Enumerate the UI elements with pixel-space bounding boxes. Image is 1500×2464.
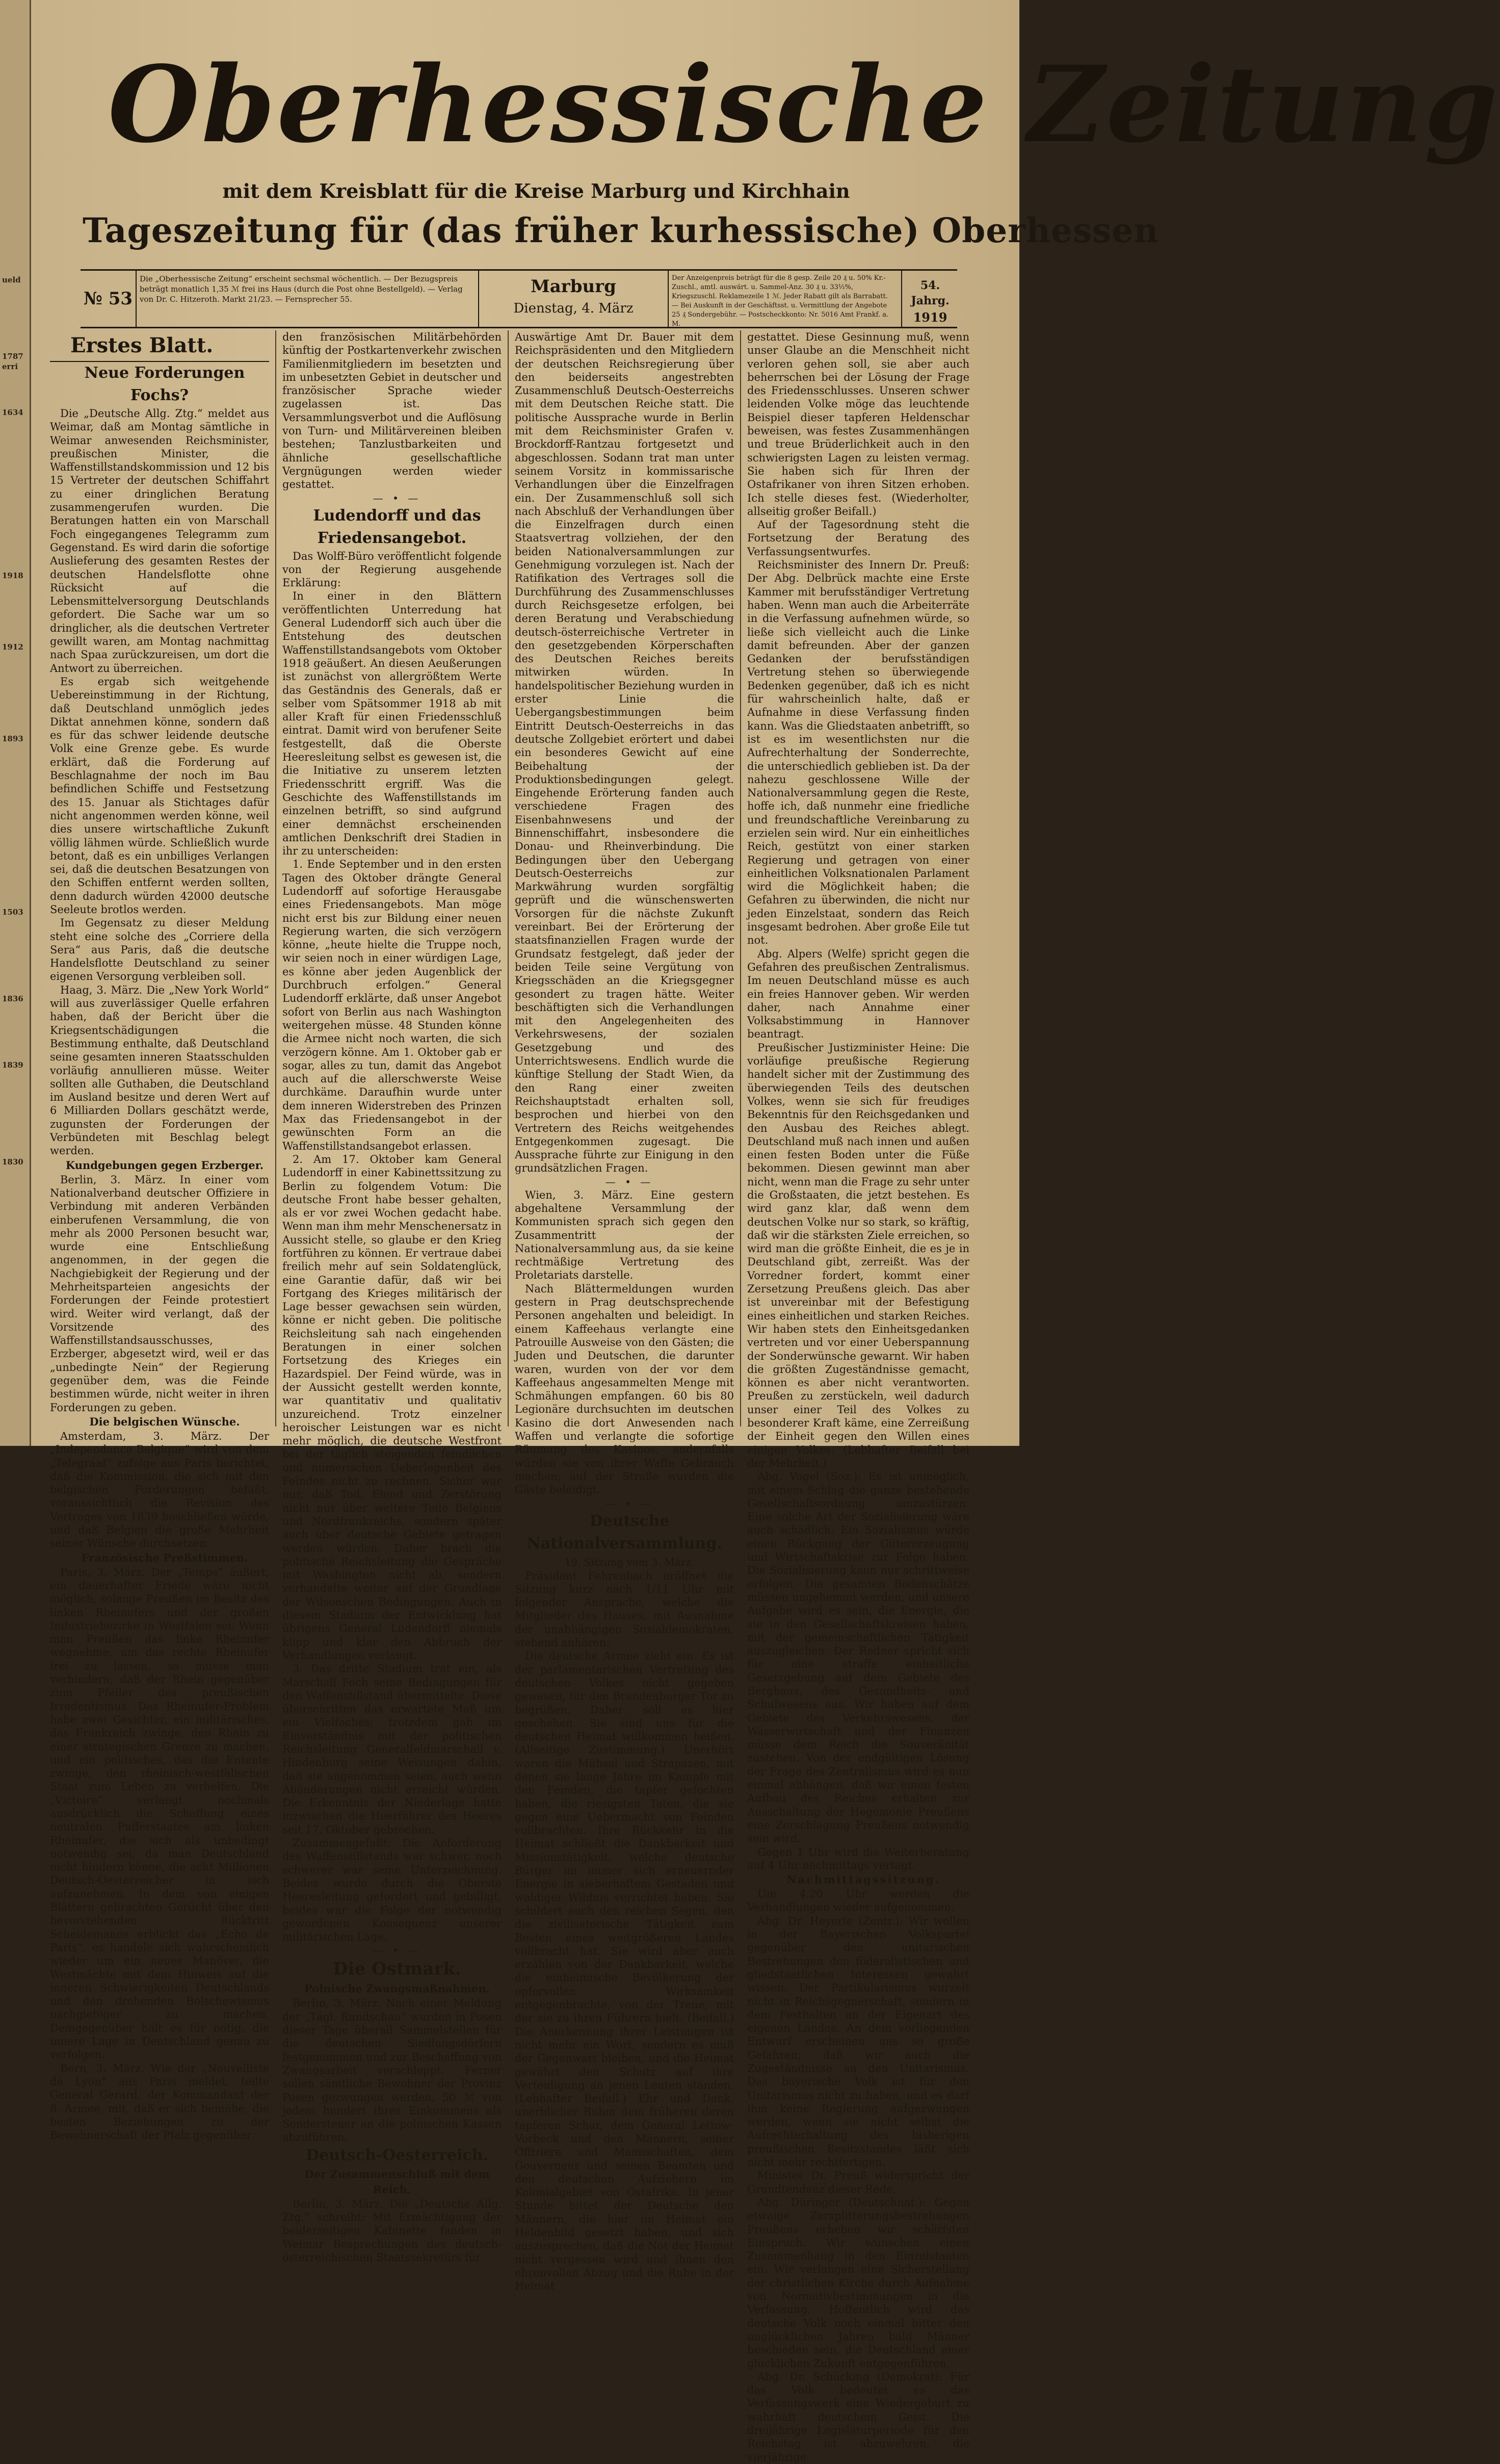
article-separator: — • —	[605, 1175, 654, 1188]
issue-number: № 53	[81, 271, 137, 327]
article-paragraph: den französischen Militärbehörden künftig der Postkartenverkehr zwischen Familienmitgliedern im besetzten und im unbesetzten Gebiet in deutscher und französischer Sprache wieder zugelassen ist. Das Versammlungsverbot und die Auflösung von Turn- und Militärvereinen bleiben bestehen; Tanzlustbarkeiten und ähnliche gesellschaftliche Vergnügungen werden wieder gestattet.	[282, 331, 502, 491]
article-subheadline: Nachmittagssitzung.	[786, 1873, 940, 1886]
issue-date: Dienstag, 4. März	[513, 301, 634, 316]
article-paragraph: Abg. Düringer (Deutschnat.): Gegen etwaige Zersplitterungsbestrebungen Preußens erheben wir schärfsten Einspruch. Wir wünschen einen Zusammenhang in den Einzelstaaten ein. Wir verlangen eine Sicherstellung der christlichen Kirche durch Aufnahme von Normativbestimmungen in die Verfassung. Hoffentlich wird das deutsche Volk noch einmal bitter den unglücklichen Jahren bald Männer beschieden sein, die Deutschland einer glücklichen Zukunft entgegenführen.	[747, 2196, 969, 2370]
article-separator: — • —	[605, 1497, 654, 1510]
edge-fragment: erri	[2, 362, 18, 371]
article-paragraph: Abg. Dr. Schücking (Demokrat): Für das Volk bedeutet es das Verfassungswerk eine Wiedergeburt zu wahrhaft deutschem Geist. Die dreijährige Legislaturperiode für den Reichstag ist abzuwehren, die vierjährige	[747, 2370, 969, 2463]
article-paragraph: Die „Deutsche Allg. Ztg.“ meldet aus Weimar, daß am Montag sämtliche in Weimar anwesenden Reichsminister, preußischen Minister, die Waffenstillstandskommission und 12 bis 15 Vertreter der deutschen Schiffahrt zu einer dringlichen Beratung zusammengerufen wurden. Die Beratungen hatten ein von Marschall Foch eingegangenes Telegramm zum Gegenstand. Es wird darin die sofortige Auslieferung des gesamten Restes der deutschen Handelsflotte ohne Rücksicht auf die Lebensmittelversorgung Deutschlands gefordert. Die Sache war um so dringlicher, als die deutschen Vertreter gewillt waren, am Montag nachmittag nach Spaa zurückzureisen, um dort die Antwort zu überreichen.	[50, 407, 269, 675]
edge-fragment: 1787	[2, 352, 23, 361]
column-2	[282, 330, 502, 2264]
column-rule	[740, 330, 741, 1426]
article-paragraph: Wien, 3. März. Eine gestern abgehaltene Versammlung der Kommunisten sprach sich gegen den Zusammentritt der Nationalversammlung aus, da sie keine rechtmäßige Vertretung des Proletariats darstelle.	[515, 1188, 734, 1282]
article-paragraph: Auf der Tagesordnung steht die Fortsetzung der Beratung des Verfassungsentwurfes.	[747, 518, 969, 558]
article-paragraph: Reichsminister des Innern Dr. Preuß: Der Abg. Delbrück machte eine Erste Kammer mit berufsständiger Vertretung haben. Wenn man auch die Arbeiterräte in die Verfassung aufnehmen würde, so ließe sich vielleicht auch die Linke damit befreunden. Aber der ganzen Gedanken der berufsständigen Vertretung stehen so überwiegende Bedenken gegenüber, daß ich es nicht für wahrscheinlich halte, daß er Aufnahme in diese Verfassung finden kann. Was die Gliedstaaten anbetrifft, so ist es im wesentlichsten nur die Aufrechterhaltung der Sonderrechte, die unterschiedlich geblieben ist. Da der nahezu geschlossene Wille der Nationalversammlung gegen die Reste, hoffe ich, daß nunmehr eine friedliche und freundschaftliche Vereinbarung zu erzielen sein wird. Nur ein einheitliches Reich, gestützt von einer starken Regierung und getragen von einer einheitlichen Volksnationalen Parlament wird die Möglichkeit haben; die Gefahren zu überwinden, die nicht nur jeden Einzelstaat, sondern das Reich insgesamt bedrohen. Aber große Eile tut not.	[747, 559, 969, 947]
article-paragraph: Abg. Vogel (Soz.): Es ist unmöglich, mit einem Schlag die ganze bestehende Gesellschaftsordnung umzustürzen. Eine solche Art der Sozialisierung wäre auch schädlich. Ein Sozialismus würde einen Rückgang der Gütererzeugung und Wirtschaftskrise zur Folge haben. Die Sozialisierung kann nur schrittweise erfolgen. Die gesamten Bodenschätze müssen ungehemmt werden, und unsere Aufgabe wird es sein, die Energie, die sie in den Gesellschaftskreisen haben, mit der gemeinschaftlichen Tätigkeit auszugleichen. Der Redner spricht sich für eine straffe einheitliche Gesetzgebung auf dem Gebiete des Bergbaus, des Gesundheits- und Schulwesens aus. Wir haben auf dem Gebiete des Verkehrswesens, der Wasserwirtschaft und der Finanzen müsse dem Reich die Souveränität zustehen. Von der endgültigen Lösung der Frage des Zentralismus wird es nun einmal abhängen, daß wir einen festen Aufbau des Reiches erhalten zur Ausschaltung der Hegemonie Preußens eine Zerschlagung Preußens notwendig sein wird.	[747, 1470, 969, 1845]
edge-fragment: ueld	[2, 275, 21, 284]
article-paragraph: Abg. Dr. Heyerle (Zentr.): Wir wollen in der Bayerischen Volkspartei gegenüber den unitarischen Bestrebungen den föderalistischen und gliedstaatlichen Interessen gewahrt wissen. Der Partikularismus wurzelt nicht in Reichsgegnerschaft, sondern in dem Festhalten an der Eigenart des eigenen Landes. An dem vorliegenden Entwurf erscheinen uns so große Gefahren, daß wir auch die Zugeständnisse an den Unitarismus. Das bayerische Volk ist für den Unitarismus nicht zu haben, und es darf ihm keine Regierung aufgezwungen werden, wenn sie nicht selbst die Aufrechterhaltung des bisherigen preußischen Besitzstandes läßt sich nicht mehr rechtfertigen.	[747, 1914, 969, 2169]
article-subheadline: Die belgischen Wünsche.	[89, 1415, 240, 1428]
article-headline: Neue Forderungen Fochs?	[84, 364, 245, 404]
article-paragraph: Berlin, 3. März. Nach einer Meldung der „Tägl. Rundschau“ wurden in Posen dieser Tage überall Sammelstellen für die deutschen Siedlungsdörfern festgenommen und zur Beschaffung von Zwangsarbeit verschleppt. Ferner sollen sämtliche Bewohner der Provinz Posen gezwungen werden, 50 ℳ von jedem hundert ihres Einkommens als Sondersteuer an die polnischen Kassen abzuführen.	[282, 1997, 502, 2144]
article-paragraph: Das Wolff-Büro veröffentlicht folgende von der Regierung ausgehende Erklärung:	[282, 550, 502, 589]
article-paragraph: Präsident Fehrenbach eröffnet die Sitzung kurz nach 1/11 Uhr mit folgender Ansprache, welche die Mitglieder des Hauses, mit Ausnahme der unabhängigen Sozialdemokraten, stehend anhören:	[515, 1569, 734, 1649]
adjacent-page-strip	[0, 0, 31, 1446]
edge-fragment: 1634	[2, 408, 23, 417]
article-paragraph: Im Gegensatz zu dieser Meldung steht eine solche des „Corriere della Sera“ aus Paris, daß die deutsche Handelsflotte Deutschland zu seiner eigenen Versorgung verbleiben soll.	[50, 917, 269, 983]
edge-fragment: 1836	[2, 994, 23, 1003]
article-paragraph: Berlin, 3. März. Die „Deutsche Allg. Ztg.“ schreibt: Mit Ermächtigung der beiderseitigen Kabinette fanden in Weimar Besprechungen des deutsch-österreichischen Staatssekretärs für	[282, 2197, 502, 2264]
article-paragraph: Haag, 3. März. Die „New York World“ will aus zuverlässiger Quelle erfahren haben, daß der Bericht über die Kriegsentschädigungen die Bestimmung enthalte, daß Deutschland seine gesamten inneren Staatsschulden vorläufig annullieren müsse. Weiter sollten alle Guthaben, die Deutschland im Ausland besitze und deren Wert auf 6 Milliarden Dollars geschätzt werde, zugunsten der Forderungen der Verbündeten mit Beschlag belegt werden.	[50, 983, 269, 1157]
column-3	[515, 330, 734, 2293]
article-paragraph: 3. Das dritte Stadium trat ein, als Marschall Foch seine Bedingungen für den Waffenstillstand übermittelte. Diese überschritten das erwartete Maß um ein Vielfaches; trotzdem gab im Einverständnis mit der politischen Reichsleitung Generalfeldmarschall v. Hindenburg seine Weisungen dahin, daß sie angenommen seien, auch wenn Abänderungen nicht erreicht würden. Die Erkenntnis der Niederlage hatte inzwischen die Heerführer des Heeres seit 17. Oktober gebrochen.	[282, 1663, 502, 1836]
masthead-title: Oberhessische Zeitung	[108, 43, 1500, 166]
column-1	[50, 330, 269, 2142]
volume-box	[901, 271, 958, 327]
article-headline: Ludendorff und das Friedensangebot.	[313, 506, 481, 547]
article-headline: Deutsche Nationalversammlung.	[527, 1512, 722, 1552]
article-paragraph: Berlin, 3. März. In einer vom Nationalverband deutscher Offiziere in Verbindung mit anderen Verbänden einberufenen Versammlung, die von mehr als 2000 Personen besucht war, wurde eine Entschließung angenommen, in der gegen die Nachgiebigkeit der Regierung und der Mehrheitsparteien angesichts der Forderungen der Feinde protestiert wird. Weiter wird verlangt, daß der Vorsitzende des Waffenstillstandsausschusses, Erzberger, abgesetzt wird, weil er das „unbedingte Nein“ der Regierung gegenüber dem, was die Feinde bestimmen würde, nicht weiter in ihren Forderungen zu geben.	[50, 1173, 269, 1414]
masthead-tagline: Tageszeitung für (das früher kurhessische) Oberhessen	[83, 211, 1159, 250]
edge-fragment: 1893	[2, 734, 23, 743]
article-headline: Deutsch-Oesterreich.	[306, 2146, 488, 2164]
place-date-box	[478, 271, 669, 327]
article-paragraph: Nach Blättermeldungen wurden gestern in Prag deutschsprechende Personen angehalten und beleidigt. In einem Kaffeehaus verlangte eine Patrouille Ausweise von den Gästen; die Juden und Deutschen, die darunter waren, wurden von der vor dem Kaffeehaus angesammelten Menge mit Schmähungen empfangen. 60 bis 80 Legionäre durchsuchten im deutschen Kasino die dort Anwesenden nach Waffen und verlangte die sofortige Räumung des Kasinos, andernfalls würden sie von ihrer Waffe Gebrauch machen; auf der Straße wurden die Gäste beleidigt.	[515, 1282, 734, 1496]
advertising-rates: Der Anzeigenpreis beträgt für die 8 gesp. Zeile 20 ₰ u. 50% Kr.-Zuschl., amtl. auswärt. u. Sammel-Anz. 30 ₰ u. 33⅓%, Kriegszuschl. Reklamezeile 1 ℳ. Jeder Rabatt gilt als Barrabatt. — Bei Auskunft in der Geschäftsst. u. Vermittlung der Angebote 25 ₰ Sondergebühr. — Postscheckkonto: Nr. 5016 Amt Frankf. a. M.	[672, 274, 889, 328]
edge-fragment: 1839	[2, 1060, 23, 1070]
article-paragraph: Abg. Alpers (Welfe) spricht gegen die Gefahren des preußischen Zentralismus. Im neuen Deutschland müsse es auch ein freies Hannover geben. Wir werden daher, nach Annahme einer Volksabstimmung in Hannover beantragt.	[747, 947, 969, 1041]
city-name: Marburg	[531, 276, 616, 297]
article-paragraph: In einer in den Blättern veröffentlichten Unterredung hat General Ludendorff sich auch über die Entstehung des deutschen Waffenstillstandsangebots vom Oktober 1918 geäußert. An diesen Aeußerungen ist zunächst von allergrößtem Werte das Geständnis des Generals, daß er selber vom Spätsommer 1918 ab mit aller Kraft für einen Friedensschluß eintrat. Damit wird von berufener Seite festgestellt, daß die Oberste Heeresleitung selbst es gewesen ist, die die Initiative zu unserem letzten Friedensschritt ergriff. Was die Geschichte des Waffenstillstands im einzelnen betrifft, so sind aufgrund einer demnächst erscheinenden amtlichen Denkschrift drei Stadien in ihr zu unterscheiden:	[282, 590, 502, 858]
article-headline: Die Ostmark.	[333, 1959, 461, 1980]
article-separator: — • —	[373, 491, 422, 504]
article-paragraph: Die deutsche Armee zieht ein. Es ist der parlamentarischen Vertretung des deutschen Volkes nicht gegeben gewesen, für den Brandenburger Tor zu begrüßen. Daher soll es hier geschehen. Sie sind uns für die deutschen Heimat willkommen heißen. (Allseitige Zustimmung.) Unerhört waren die Mühsal und Strapazen, mit denen sie lange Jahre im Kampfe mit den Feinden, die tapfer gefochten haben, die riesigsten Taten, die sie gegen eine Uebermacht von Feinden vollbrachten. Ihre Rückkehr in die Heimat schließt die Dankbarkeit und Missionstätigkeit, welche deutsche Bürger im immer sich erneuernder Energie in sieberhaftem Gestaden und waldiger Wildnis verrichtet haben. Sie schildert auch den reichen Segen, den die zivilisatorische Tätigkeit zum Besten eines weitgrößeren Landes vollbracht hat. Sie wird aber auch erzählen von der Dankbarkeit, welche die einheimische Bevölkerung der opfervollen Wirksamkeit entgegenbrachte, von der Treue, mit der sie zu ihren Führern hielt. (Beifall.) Die Anerkennung ihrer Leistungen ist nicht mehr ein Wort, sondern es muß der Gegenwart bleiben, und die Heimat gewährt den Schutz auf ihre Verteidigung an jenen Leuten standen. (Lebhafter Beifall.) Ehr und Dank, unerblicher Ruhm dem früheren deren tapferen Schar, dem General Lettow-Vorbeck und den Männern, seiner Offiziere und Mannschaften, dem Gouverneur und seinen Beamten und den deutschen Aufziehern im Kolonialgebiet von Ostafrika. In jener Stunde bittet der Deutsche den Männern, die hier im Heimat ein Heldenbild gesetzt haben, und sich auszusprechen, daß die Not der Heimat nicht vergessen wird und ihnen den ehrenvollen Abzug und die Ruhe in der Heimat	[515, 1650, 734, 2293]
article-paragraph: 1. Ende September und in den ersten Tagen des Oktober drängte General Ludendorff auf sofortige Herausgabe eines Friedensangebots. Man möge nicht erst bis zur Bildung einer neuen Regierung warten, die sich verzögern könne, „heute hielte die Truppe noch, wir seien noch in einer würdigen Lage, es könne aber jeden Augenblick der Durchbruch erfolgen.“ General Ludendorff erklärte, daß unser Angebot sofort von Berlin aus nach Washington weitergehen müsse. 48 Stunden könne die Armee nicht noch warten, die sich verzögern könne. Am 1. Oktober gab er sogar, alles zu tun, damit das Angebot auch auf die allerschwerste Weise durchkäme. Daraufhin wurde unter dem inneren Widerstreben des Prinzen Max das Friedensangebot in der gewünschten Form an die Waffenstillstandsangebot erlassen.	[282, 858, 502, 1152]
article-subheadline: Der Zusammenschluß mit dem Reich.	[304, 2167, 490, 2196]
article-paragraph: gestattet. Diese Gesinnung muß, wenn unser Glaube an die Menschheit nicht verloren gehen soll, sie aber auch beherrschen bei der Lösung der Frage des Friedensschlusses. Unseren schwer leidenden Volke möge das leuchtende Beispiel dieser tapferen Heldenschar beweisen, was festes Zusammenhängen und treue Brüderlichkeit auch in den schwierigsten Lagen zu leisten vermag. Sie haben sich für Ihren der Ostafrikaner von ihren Sitzen erhoben. Ich stelle dieses fest. (Wiederholter, allseitig großer Beifall.)	[747, 331, 969, 517]
article-paragraph: Zusammengefaßt: Die Anforderung des Waffenstillstands war schwer, noch schwerer war seine Unterzeichnung. Beides wurde durch die Oberste Heeresleitung gefordert und gebilligt, beides war die Folge der notwendig gewordenen Konsequenz unserer militärischen Lage.	[282, 1837, 502, 1943]
article-paragraph: 2. Am 17. Oktober kam General Ludendorff in einer Kabinettssitzung zu Berlin zu folgendem Votum: Die deutsche Front habe besser gehalten, als er vor zwei Wochen gedacht habe. Wenn man ihm mehr Menschenersatz in Aussicht stelle, so glaube er den Krieg fortführen zu können. Er vertraue dabei freilich mehr auf sein Soldatenglück, eine Garantie dafür, daß wir bei Fortgang des Krieges militärisch der Lage besser gewachsen sein würden, könne er nicht geben. Die politische Reichsleitung sah nach eingehenden Beratungen in einer solchen Fortsetzung des Krieges ein Hazardspiel. Der Feind würde, was in der Aussicht gestellt werden konnte, war quantitativ und qualitativ unzureichend. Trotz einzelner heroischer Leistungen war es nicht mehr möglich, die deutsche Westfront bei der täglich steigenden feindlichen und numerischen Ueberlegenheit des Feindes nicht zu rechnen. Sicher war nur, daß Tod, Elend und Zerstörung nicht nur über weitere Teile Belgiens und Nordfrankreichs, sondern später auch über deutsche Gebiete getragen werden würden. Daher brach die politische Reichsleitung die Gespräche mit Washington nicht ab, sondern verhandelte weiter auf der Grundlage der Wilsonschen Bedingungen. Auch in diesem Stadium der Entwicklung hat übrigens General Ludendorff niemals klipp und klar den Abbruch der Verhandlungen verlangt.	[282, 1153, 502, 1662]
newspaper-sheet	[32, 0, 1500, 2463]
volume-year: 1919	[913, 310, 948, 325]
article-subheadline: Französische Preßstimmen.	[81, 1551, 248, 1564]
article-paragraph: Minister Dr. Preuß widerspricht der Grundtendenz dieser Rede.	[747, 2169, 969, 2195]
article-paragraph: Bern, 3. März. Wie der „Nouvelliste de Lyon“ aus Paris meldet, teilte General Gerard, der Kommandant der 8. Armee, mit, daß er sich bemühe, die besten Beziehungen zu der Bewohnerschaft der Pfalz gegenüber	[50, 2062, 269, 2142]
issue-info-bar	[81, 269, 957, 328]
article-paragraph: Amsterdam, 3. März. Der „Independance Belgique“ wird von dem „Telegraaf“ zufolge aus Paris berichtet, daß die Kommission, die sich mit den belgischen Forderungen befaßt, voraussichtlich die Revision des Vertrages von 1839 beschließen würde, und daß Belgien die große Mehrheit seiner Wünsche durchsetzen.	[50, 1430, 269, 1550]
edge-fragment: 1830	[2, 1157, 23, 1166]
section-label: Erstes Blatt.	[50, 330, 269, 362]
article-paragraph: Auswärtige Amt Dr. Bauer mit dem Reichspräsidenten und den Mitgliedern der deutschen Reichsregierung über den beiderseits angestrebten Zusammenschluß Deutsch-Oesterreichs mit dem Deutschen Reiche statt. Die politische Aussprache wurde in Berlin mit dem Reichsminister Grafen v. Brockdorff-Rantzau fortgesetzt und abgeschlossen. Sodann trat man unter seinem Vorsitz in kommissarische Verhandlungen über die Einzelfragen ein. Der Zusammenschluß soll sich nach Abschluß der Verhandlungen über die Einzelfragen durch einen Staatsvertrag vollziehen, der den beiden Nationalversammlungen zur Genehmigung vorzulegen ist. Nach der Ratifikation des Vertrages soll die Durchführung des Zusammenschlusses durch Reichsgesetze erfolgen, bei deren Beratung und Verabschiedung deutsch-österreichische Vertreter in den gesetzgebenden Körperschaften des Deutschen Reiches bereits mitwirken würden. In handelspolitischer Beziehung wurden in erster Linie die Uebergangsbestimmungen beim Eintritt Deutsch-Oesterreichs in das deutsche Zollgebiet erörtert und dabei ein besonderes Gewicht auf eine Beibehaltung der Produktionsbedingungen gelegt. Eingehende Erörterung fanden auch verschiedene Fragen des Eisenbahnwesens und der Binnenschiffahrt, insbesondere die Donau- und Rheinverbindung. Die Bedingungen über den Uebergang Deutsch-Oesterreichs zur Markwährung wurden sorgfältig geprüft und die wünschenswerten Vorsorgen für die nächste Zukunft vereinbart. Bei der Erörterung der staatsfinanziellen Fragen wurde der Grundsatz festgelegt, daß jeder der beiden Teile seine Vergütung von Kriegsschäden an die Kriegsgegner gesondert zu tragen hätte. Weiter beschäftigten sich die Verhandlungen mit den Angelegenheiten des Verkehrswesens, der sozialen Gesetzgebung und des Unterrichtswesens. Endlich wurde die künftige Stellung der Stadt Wien, da den Rang einer zweiten Reichshauptstadt erhalten soll, besprochen und hierbei von den Vertretern des Reichs weitgehendes Entgegenkommen zugesagt. Die Aussprache führte zur Einigung in den grundsätzlichen Fragen.	[515, 331, 734, 1175]
edge-fragment: 1912	[2, 642, 23, 652]
volume-number: 54. Jahrg.	[911, 279, 950, 307]
article-paragraph: Preußischer Justizminister Heine: Die vorläufige preußische Regierung handelt sicher mit der Zustimmung des überwiegenden Teils des deutschen Volkes, wenn sie sich für freudiges Bekenntnis für den Reichsgedanken und den Ausbau des Reiches ablegt. Deutschland muß nach innen und außen einen festen Boden unter die Füße bekommen. Diesen gewinnt man aber nicht, wenn man die Frage zu sehr unter die Großstaaten, die jetzt bestehen. Es wird ganz klar, daß wenn dem deutschen Volke nur so stark, so kräftig, daß wir die stärksten Ziele erreichen, so wird man die größte Einheit, die es je in Deutschland gibt, zerreißt. Was der Vorredner fordert, kommt einer Zersetzung Preußens gleich. Das aber ist unvereinbar mit der Befestigung eines einheitlichen und starken Reiches. Wir haben stets den Einheitsgedanken vertreten und vor einer Ueberspannung der Sonderwünsche gewarnt. Wir haben die größten Zugeständnisse gemacht, können es aber nicht verantworten. Preußen zu zerstückeln, weil dadurch unser einer Teil des Volkes zu besonderer Kraft käme, eine Zerreißung der Einheit gegen den Willen eines einigen Volkes. (Lebhafter Beifall bei der Mehrheit.)	[747, 1041, 969, 1469]
article-separator: — • —	[373, 1944, 422, 1957]
column-rule	[275, 330, 276, 1426]
column-4	[747, 330, 969, 2463]
article-paragraph: Um 4.20 Uhr werden die Verhandlungen wieder aufgenommen.	[747, 1888, 969, 1914]
column-rule	[508, 330, 509, 1426]
edge-fragment: 1918	[2, 571, 23, 580]
edge-fragment: 1503	[2, 907, 23, 917]
article-paragraph: Es ergab sich weitgehende Uebereinstimmung in der Richtung, daß Deutschland unmöglich jedes Diktat annehmen könne, sondern daß es für das schwer leidende deutsche Volk eine Grenze gebe. Es wurde erklärt, daß die Forderung auf Beschlagnahme der noch im Bau befindlichen Schiffe und Festsetzung des 15. Januar als Stichtages dafür nicht angenommen werden könne, weil dies unsere wirtschaftliche Zukunft völlig lähmen würde. Schließlich wurde betont, daß es ein unbilliges Verlangen sei, daß die deutschen Besatzungen von den Schiffen entfernt werden sollten, denn dadurch würden 42000 deutsche Seeleute brotlos werden.	[50, 675, 269, 916]
session-date: 19. Sitzung vom 3. März.	[564, 1555, 695, 1568]
article-subheadline: Kundgebungen gegen Erzberger.	[65, 1158, 264, 1172]
article-subheadline: Polnische Zwangsmaßnahmen.	[304, 1982, 490, 1995]
article-paragraph: Paris, 3. März. Der „Temps“ äußert, ein dauerhafter Friede wäre nicht möglich, solange Preußen im Besitz des linken Rheinufers und der großen Industriebezirke in Westfalen sei. Wenn man Preußen das linke Rheinufer wegnehme, um das rechte Rheinufer frei zu lassen, so müsse man verhindern, daß der Rhein gegenüber zum Pfeiler des preußischen Irredentismus. Das Rheinufer-Problem habe zwei Gesichter, ein militärisches, das Frankreich zwinge, den Rhein zu einer strategischen Grenze zu machen, und ein politisches, das die Entente zwinge, den rheinisch-westfälischen Staat zum Leben zu verhelfen. Die „Victoire“ verlangt nochmals ausdrücklich die Schaffung eines neutralen Pufferstaates am linken Rheinufer, die sich als unbedingt notwendig sei, da man Deutschland nicht hindern könne, die acht Millionen Deutsch-Oesterreicher in sich aufzunehmen. In dem von einigen Blättern gebrachten Gerücht über den bevorstehenden Rücktritt Scheidemanns erblickt das „Echo de Paris“, es handele sich wahrscheinlich wieder um ein neues Manöver, die Westmächte mit dem Hinweis auf die inneren Schwierigkeiten Deutschlands und den drohenden Bolschewismus nachgiebiger zu machen. Demgegenüber hält es für nötig, die innere Lage in Deutschland genau zu verfolgen.	[50, 1566, 269, 2061]
article-paragraph: Gegen 1 Uhr wird die Weiterberatung auf 4 Uhr nachmittags vertagt.	[747, 1846, 969, 1872]
masthead-subtitle: mit dem Kreisblatt für die Kreise Marburg und Kirchhain	[222, 179, 850, 202]
subscription-info: Die „Oberhessische Zeitung“ erscheint sechsmal wöchentlich. — Der Bezugspreis beträgt monatlich 1,35 ℳ frei ins Haus (durch die Post ohne Bestellgeld). — Verlag von Dr. C. Hitzeroth. Markt 21/23. — Fernsprecher 55.	[140, 274, 463, 304]
